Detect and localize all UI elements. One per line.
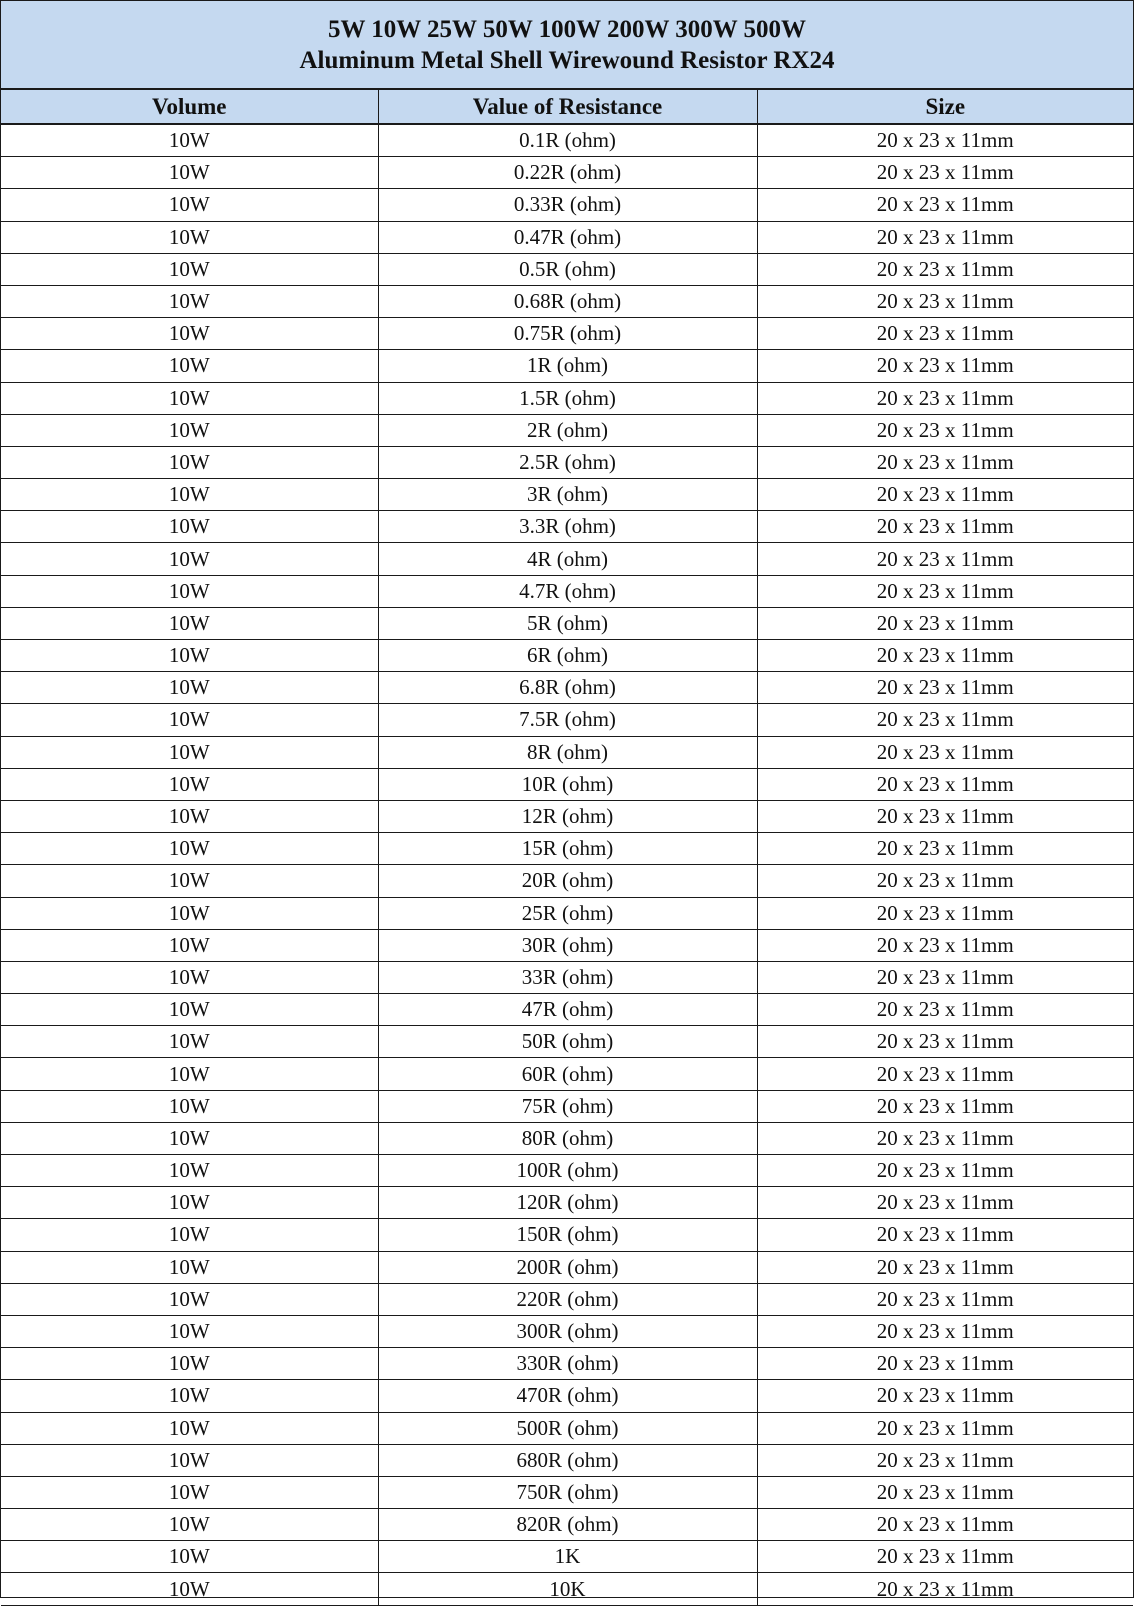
cell-resistance: 3R (ohm) — [378, 479, 757, 511]
cell-volume: 10W — [1, 253, 378, 285]
cell-size: 20 x 23 x 11mm — [757, 1444, 1133, 1476]
cell-size: 20 x 23 x 11mm — [757, 1476, 1133, 1508]
table-row — [1, 189, 1133, 221]
cell-resistance: 0.68R (ohm) — [378, 285, 757, 317]
cell-volume: 10W — [1, 124, 378, 157]
table-row — [1, 446, 1133, 478]
cell-volume: 10W — [1, 318, 378, 350]
cell-resistance: 1K — [378, 1541, 757, 1573]
cell-volume: 10W — [1, 1026, 378, 1058]
table-row — [1, 221, 1133, 253]
table-row — [1, 1251, 1133, 1283]
table-row — [1, 1058, 1133, 1090]
cell-resistance: 0.22R (ohm) — [378, 157, 757, 189]
cell-resistance: 0.33R (ohm) — [378, 189, 757, 221]
cell-size: 20 x 23 x 11mm — [757, 865, 1133, 897]
cell-resistance: 100R (ohm) — [378, 1155, 757, 1187]
cell-resistance: 2R (ohm) — [378, 414, 757, 446]
cell-size: 20 x 23 x 11mm — [757, 1155, 1133, 1187]
cell-resistance: 5R (ohm) — [378, 607, 757, 639]
table-row — [1, 1219, 1133, 1251]
cell-volume: 10W — [1, 994, 378, 1026]
cell-size: 20 x 23 x 11mm — [757, 382, 1133, 414]
cell-size: 20 x 23 x 11mm — [757, 929, 1133, 961]
cell-size: 20 x 23 x 11mm — [757, 543, 1133, 575]
table-row — [1, 1283, 1133, 1315]
table-row — [1, 1155, 1133, 1187]
table-row — [1, 640, 1133, 672]
table-row — [1, 1348, 1133, 1380]
cell-volume: 10W — [1, 1509, 378, 1541]
table-row — [1, 318, 1133, 350]
table-row — [1, 1315, 1133, 1347]
cell-size: 20 x 23 x 11mm — [757, 350, 1133, 382]
cell-volume: 10W — [1, 1187, 378, 1219]
table-row — [1, 994, 1133, 1026]
cell-volume: 10W — [1, 704, 378, 736]
cell-resistance: 80R (ohm) — [378, 1122, 757, 1154]
cell-resistance: 330R (ohm) — [378, 1348, 757, 1380]
table-row — [1, 1573, 1133, 1605]
cell-volume: 10W — [1, 189, 378, 221]
table-row — [1, 479, 1133, 511]
cell-volume: 10W — [1, 446, 378, 478]
table-row — [1, 285, 1133, 317]
cell-resistance: 1.5R (ohm) — [378, 382, 757, 414]
table-row — [1, 736, 1133, 768]
cell-volume: 10W — [1, 833, 378, 865]
cell-volume: 10W — [1, 1573, 378, 1605]
cell-resistance: 10R (ohm) — [378, 768, 757, 800]
cell-resistance: 200R (ohm) — [378, 1251, 757, 1283]
title-line-1: 5W 10W 25W 50W 100W 200W 300W 500W — [327, 15, 807, 43]
cell-resistance: 150R (ohm) — [378, 1219, 757, 1251]
cell-resistance: 500R (ohm) — [378, 1412, 757, 1444]
table-row — [1, 929, 1133, 961]
table-row — [1, 800, 1133, 832]
cell-volume: 10W — [1, 1058, 378, 1090]
table-row — [1, 1187, 1133, 1219]
cell-volume: 10W — [1, 1090, 378, 1122]
cell-resistance: 220R (ohm) — [378, 1283, 757, 1315]
cell-size: 20 x 23 x 11mm — [757, 961, 1133, 993]
table-body — [1, 124, 1133, 1605]
cell-size: 20 x 23 x 11mm — [757, 1122, 1133, 1154]
table-row — [1, 607, 1133, 639]
table-row — [1, 1541, 1133, 1573]
cell-size: 20 x 23 x 11mm — [757, 1315, 1133, 1347]
cell-resistance: 75R (ohm) — [378, 1090, 757, 1122]
cell-size: 20 x 23 x 11mm — [757, 897, 1133, 929]
cell-volume: 10W — [1, 1283, 378, 1315]
column-header-resistance: Value of Resistance — [378, 90, 757, 124]
cell-volume: 10W — [1, 285, 378, 317]
cell-volume: 10W — [1, 1315, 378, 1347]
cell-resistance: 0.75R (ohm) — [378, 318, 757, 350]
spec-table — [1, 90, 1133, 1606]
cell-size: 20 x 23 x 11mm — [757, 157, 1133, 189]
cell-size: 20 x 23 x 11mm — [757, 640, 1133, 672]
cell-size: 20 x 23 x 11mm — [757, 1412, 1133, 1444]
cell-resistance: 30R (ohm) — [378, 929, 757, 961]
cell-resistance: 8R (ohm) — [378, 736, 757, 768]
cell-volume: 10W — [1, 157, 378, 189]
cell-volume: 10W — [1, 221, 378, 253]
cell-volume: 10W — [1, 640, 378, 672]
title-line-2: Aluminum Metal Shell Wirewound Resistor RX24 — [299, 46, 835, 74]
cell-size: 20 x 23 x 11mm — [757, 1251, 1133, 1283]
cell-size: 20 x 23 x 11mm — [757, 446, 1133, 478]
cell-size: 20 x 23 x 11mm — [757, 768, 1133, 800]
cell-resistance: 750R (ohm) — [378, 1476, 757, 1508]
table-row — [1, 865, 1133, 897]
cell-volume: 10W — [1, 1412, 378, 1444]
cell-size: 20 x 23 x 11mm — [757, 285, 1133, 317]
cell-volume: 10W — [1, 897, 378, 929]
cell-size: 20 x 23 x 11mm — [757, 1283, 1133, 1315]
cell-size: 20 x 23 x 11mm — [757, 189, 1133, 221]
cell-size: 20 x 23 x 11mm — [757, 607, 1133, 639]
table-row — [1, 672, 1133, 704]
cell-resistance: 6R (ohm) — [378, 640, 757, 672]
table-row — [1, 1122, 1133, 1154]
cell-resistance: 1R (ohm) — [378, 350, 757, 382]
table-row — [1, 157, 1133, 189]
cell-size: 20 x 23 x 11mm — [757, 736, 1133, 768]
table-row — [1, 897, 1133, 929]
table-row — [1, 350, 1133, 382]
cell-volume: 10W — [1, 382, 378, 414]
cell-resistance: 470R (ohm) — [378, 1380, 757, 1412]
cell-size: 20 x 23 x 11mm — [757, 479, 1133, 511]
cell-volume: 10W — [1, 961, 378, 993]
cell-size: 20 x 23 x 11mm — [757, 704, 1133, 736]
cell-resistance: 2.5R (ohm) — [378, 446, 757, 478]
cell-volume: 10W — [1, 1155, 378, 1187]
cell-volume: 10W — [1, 768, 378, 800]
cell-resistance: 0.5R (ohm) — [378, 253, 757, 285]
cell-size: 20 x 23 x 11mm — [757, 253, 1133, 285]
cell-resistance: 120R (ohm) — [378, 1187, 757, 1219]
cell-volume: 10W — [1, 1251, 378, 1283]
cell-size: 20 x 23 x 11mm — [757, 1058, 1133, 1090]
cell-volume: 10W — [1, 350, 378, 382]
table-row — [1, 961, 1133, 993]
table-row — [1, 511, 1133, 543]
cell-resistance: 47R (ohm) — [378, 994, 757, 1026]
cell-volume: 10W — [1, 1348, 378, 1380]
table-row — [1, 768, 1133, 800]
cell-size: 20 x 23 x 11mm — [757, 994, 1133, 1026]
cell-volume: 10W — [1, 800, 378, 832]
cell-volume: 10W — [1, 543, 378, 575]
cell-resistance: 0.47R (ohm) — [378, 221, 757, 253]
cell-resistance: 50R (ohm) — [378, 1026, 757, 1058]
table-row — [1, 543, 1133, 575]
cell-resistance: 25R (ohm) — [378, 897, 757, 929]
cell-size: 20 x 23 x 11mm — [757, 1573, 1133, 1605]
cell-resistance: 300R (ohm) — [378, 1315, 757, 1347]
cell-size: 20 x 23 x 11mm — [757, 124, 1133, 157]
cell-volume: 10W — [1, 607, 378, 639]
table-row — [1, 704, 1133, 736]
cell-resistance: 4.7R (ohm) — [378, 575, 757, 607]
cell-resistance: 15R (ohm) — [378, 833, 757, 865]
cell-volume: 10W — [1, 1541, 378, 1573]
table-row — [1, 833, 1133, 865]
cell-volume: 10W — [1, 672, 378, 704]
table-row — [1, 124, 1133, 157]
cell-size: 20 x 23 x 11mm — [757, 672, 1133, 704]
table-row — [1, 1412, 1133, 1444]
table-row — [1, 1090, 1133, 1122]
cell-resistance: 10K — [378, 1573, 757, 1605]
table-row — [1, 253, 1133, 285]
table-row — [1, 1509, 1133, 1541]
cell-volume: 10W — [1, 1476, 378, 1508]
cell-resistance: 6.8R (ohm) — [378, 672, 757, 704]
header-row — [1, 90, 1133, 124]
cell-volume: 10W — [1, 736, 378, 768]
cell-resistance: 820R (ohm) — [378, 1509, 757, 1541]
cell-resistance: 60R (ohm) — [378, 1058, 757, 1090]
title-block — [1, 1, 1133, 90]
cell-volume: 10W — [1, 414, 378, 446]
cell-size: 20 x 23 x 11mm — [757, 1026, 1133, 1058]
table-row — [1, 1476, 1133, 1508]
table-row — [1, 1380, 1133, 1412]
cell-size: 20 x 23 x 11mm — [757, 1090, 1133, 1122]
table-row — [1, 1444, 1133, 1476]
cell-size: 20 x 23 x 11mm — [757, 800, 1133, 832]
cell-size: 20 x 23 x 11mm — [757, 1509, 1133, 1541]
cell-volume: 10W — [1, 1219, 378, 1251]
cell-size: 20 x 23 x 11mm — [757, 1541, 1133, 1573]
cell-size: 20 x 23 x 11mm — [757, 1348, 1133, 1380]
cell-size: 20 x 23 x 11mm — [757, 575, 1133, 607]
cell-resistance: 33R (ohm) — [378, 961, 757, 993]
cell-resistance: 7.5R (ohm) — [378, 704, 757, 736]
cell-size: 20 x 23 x 11mm — [757, 221, 1133, 253]
column-header-volume: Volume — [1, 90, 378, 124]
table-row — [1, 575, 1133, 607]
cell-size: 20 x 23 x 11mm — [757, 833, 1133, 865]
cell-resistance: 3.3R (ohm) — [378, 511, 757, 543]
cell-size: 20 x 23 x 11mm — [757, 414, 1133, 446]
cell-resistance: 4R (ohm) — [378, 543, 757, 575]
cell-volume: 10W — [1, 1380, 378, 1412]
cell-resistance: 20R (ohm) — [378, 865, 757, 897]
table-row — [1, 382, 1133, 414]
cell-volume: 10W — [1, 479, 378, 511]
cell-volume: 10W — [1, 929, 378, 961]
cell-size: 20 x 23 x 11mm — [757, 1187, 1133, 1219]
cell-volume: 10W — [1, 865, 378, 897]
cell-volume: 10W — [1, 575, 378, 607]
cell-size: 20 x 23 x 11mm — [757, 1380, 1133, 1412]
column-header-size: Size — [757, 90, 1133, 124]
cell-resistance: 680R (ohm) — [378, 1444, 757, 1476]
cell-volume: 10W — [1, 511, 378, 543]
cell-volume: 10W — [1, 1122, 378, 1154]
cell-resistance: 12R (ohm) — [378, 800, 757, 832]
table-row — [1, 1026, 1133, 1058]
cell-size: 20 x 23 x 11mm — [757, 511, 1133, 543]
cell-volume: 10W — [1, 1444, 378, 1476]
cell-size: 20 x 23 x 11mm — [757, 1219, 1133, 1251]
cell-size: 20 x 23 x 11mm — [757, 318, 1133, 350]
table-row — [1, 414, 1133, 446]
cell-resistance: 0.1R (ohm) — [378, 124, 757, 157]
